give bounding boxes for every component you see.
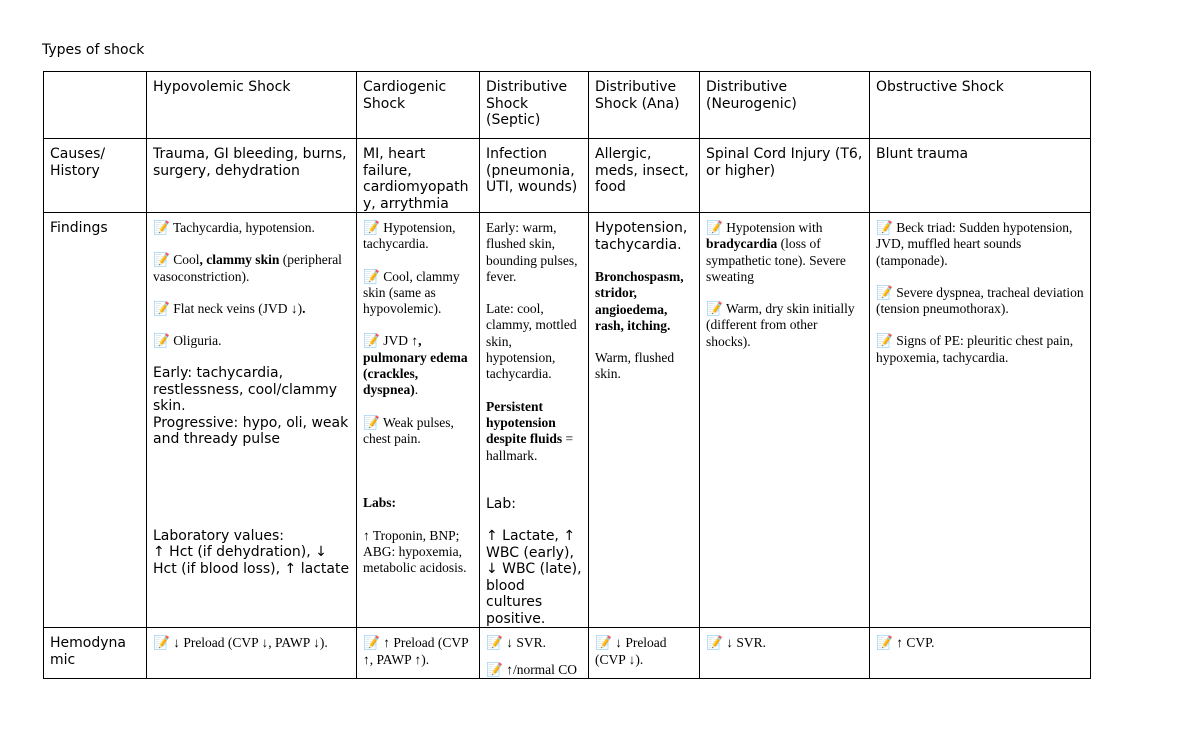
header-row <box>44 72 1091 139</box>
findings-hypovolemic: 📝 Tachycardia, hypotension. 📝 Cool, clammy skin (peripheral vasoconstriction). 📝 Flat neck veins (JVD ↓). 📝 Oliguria. Early: tachycardia, restlessness, cool/clammy skin. Progressive: hypo, oli, weak and thready pulse Laboratory values: ↑ Hct (if dehydration), ↓ Hct (if blood loss), ↑ lactate <box>147 213 357 628</box>
hemodynamic-anaphylactic: 📝 ↓ Preload (CVP ↓). <box>589 628 700 679</box>
causes-anaphylactic: Allergic, meds, insect, food <box>589 139 700 213</box>
hemodynamic-row <box>44 628 1091 679</box>
memo-icon: 📝 <box>876 220 893 235</box>
findings-septic: Early: warm, flushed skin, bounding pulses, fever. Late: cool, clammy, mottled skin, hypotension, tachycardia. Persistent hypotension despite fluids = hallmark. Lab: ↑ Lactate, ↑ WBC (early), ↓ WBC (late), blood cultures positive. <box>480 213 589 628</box>
labs-title: Labs: <box>363 495 397 511</box>
labs-values: ↑ Hct (if dehydration), ↓ Hct (if blood loss), ↑ lactate <box>153 544 350 577</box>
memo-icon: 📝 <box>876 284 893 300</box>
memo-icon: 📝 <box>706 635 723 651</box>
hemodynamic-septic: 📝 ↓ SVR. 📝 ↑/normal CO <box>480 628 589 679</box>
memo-icon: 📝 <box>876 635 893 651</box>
memo-icon: 📝 <box>363 635 380 651</box>
hemodynamic-obstructive: 📝 ↑ CVP. <box>870 628 1091 679</box>
header-obstructive: Obstructive Shock <box>870 72 1091 139</box>
header-hypovolemic: Hypovolemic Shock <box>147 72 357 139</box>
causes-row <box>44 139 1091 213</box>
memo-icon: 📝 <box>706 220 723 235</box>
memo-icon: 📝 <box>706 301 723 317</box>
memo-icon: 📝 <box>153 252 170 268</box>
memo-icon: 📝 <box>153 333 170 349</box>
row-label-hemodynamic: Hemodyna mic <box>44 628 147 679</box>
causes-obstructive: Blunt trauma <box>870 139 1091 213</box>
page-title: Types of shock <box>42 42 145 58</box>
memo-icon: 📝 <box>876 333 893 349</box>
causes-neurogenic: Spinal Cord Injury (T6, or higher) <box>700 139 870 213</box>
findings-row <box>44 213 1091 628</box>
header-neurogenic: Distributive (Neurogenic) <box>700 72 870 139</box>
labs-values: ↑ Troponin, BNP; ABG: hypoxemia, metabolic acidosis. <box>363 527 467 576</box>
early-signs: Early: tachycardia, restlessness, cool/clammy skin. <box>153 365 338 415</box>
memo-icon: 📝 <box>363 220 380 235</box>
memo-icon: 📝 <box>486 661 503 677</box>
memo-icon: 📝 <box>153 300 170 316</box>
lab-values: ↑ Lactate, ↑ WBC (early), ↓ WBC (late), blood cultures positive. <box>486 528 582 627</box>
corner-cell <box>44 72 147 139</box>
memo-icon: 📝 <box>363 414 380 430</box>
early-signs: Early: warm, flushed skin, bounding pulses, fever. <box>486 220 578 284</box>
findings-anaphylactic: Hypotension, tachycardia. Bronchospasm, stridor, angioedema, rash, itching. Warm, flushed skin. <box>589 213 700 628</box>
memo-icon: 📝 <box>153 635 170 651</box>
hemodynamic-cardiogenic: 📝 ↑ Preload (CVP ↑, PAWP ↑). <box>357 628 480 679</box>
causes-hypovolemic: Trauma, GI bleeding, burns, surgery, dehydration <box>147 139 357 213</box>
memo-icon: 📝 <box>363 268 380 284</box>
row-label-causes: Causes/ History <box>44 139 147 213</box>
hemodynamic-neurogenic: 📝 ↓ SVR. <box>700 628 870 679</box>
memo-icon: 📝 <box>153 220 170 235</box>
causes-septic: Infection (pneumonia, UTI, wounds) <box>480 139 589 213</box>
memo-icon: 📝 <box>486 635 503 651</box>
header-septic: Distributive Shock (Septic) <box>480 72 589 139</box>
late-signs: Late: cool, clammy, mottled skin, hypotension, tachycardia. <box>486 301 577 382</box>
header-anaphylactic: Distributive Shock (Ana) <box>589 72 700 139</box>
findings-neurogenic: 📝 Hypotension with bradycardia (loss of sympathetic tone). Severe sweating 📝 Warm, dry skin initially (different from other shocks). <box>700 213 870 628</box>
hemodynamic-hypovolemic: 📝 ↓ Preload (CVP ↓, PAWP ↓). <box>147 628 357 679</box>
findings-obstructive: 📝 Beck triad: Sudden hypotension, JVD, muffled heart sounds (tamponade). 📝 Severe dyspnea, tracheal deviation (tension pneumothorax). 📝 Signs of PE: pleuritic chest pain, hypoxemia, tachycardia. <box>870 213 1091 628</box>
row-label-findings: Findings <box>44 213 147 628</box>
causes-cardiogenic: MI, heart failure, cardiomyopath y, arrythmia <box>357 139 480 213</box>
shock-types-table <box>43 71 1091 679</box>
lab-title: Lab: <box>486 495 516 512</box>
labs-title: Laboratory values: <box>153 527 284 544</box>
memo-icon: 📝 <box>595 635 612 651</box>
memo-icon: 📝 <box>363 333 380 349</box>
progressive-signs: Progressive: hypo, oli, weak and thready pulse <box>153 414 349 448</box>
header-cardiogenic: Cardiogenic Shock <box>357 72 480 139</box>
findings-cardiogenic: 📝 Hypotension, tachycardia. 📝 Cool, clammy skin (same as hypovolemic). 📝 JVD ↑, pulmonary edema (crackles, dyspnea). 📝 Weak pulses, chest pain. Labs: ↑ Troponin, BNP; ABG: hypoxemia, metabolic acidosis. <box>357 213 480 628</box>
